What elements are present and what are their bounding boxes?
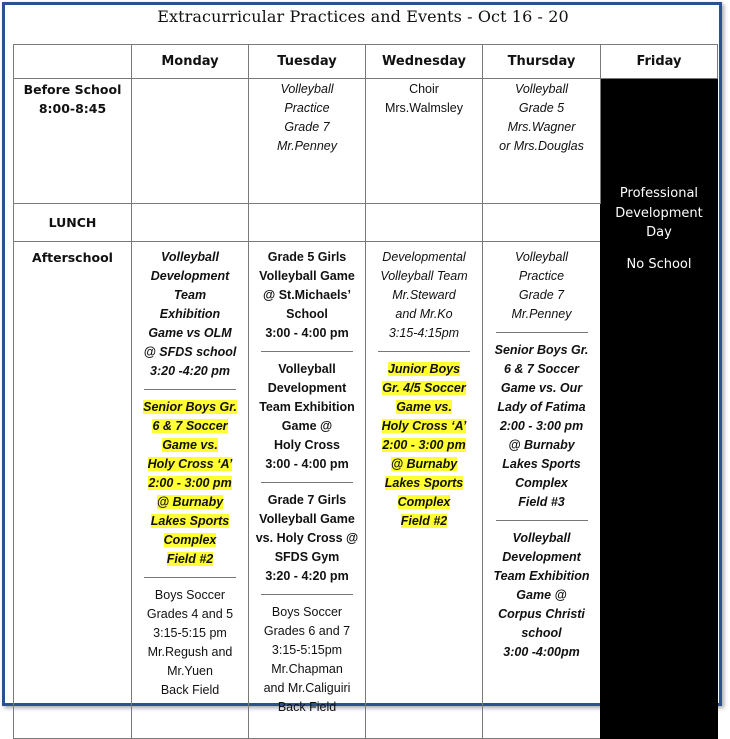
- event-after-tuesday-2: [253, 360, 361, 474]
- event-text-line: Holy Cross ‘A’: [147, 457, 233, 471]
- schedule-table: [13, 44, 718, 739]
- event-after-thursday-1: [487, 248, 596, 324]
- cell-before-thursday: [483, 79, 601, 204]
- event-text-line: 2:00 - 3:00 pm: [499, 419, 584, 433]
- event-before-thursday: [487, 80, 596, 156]
- event-after-wednesday-2-highlighted: [370, 360, 478, 531]
- event-text-line: Game vs. Our: [500, 381, 583, 395]
- event-divider: [261, 351, 353, 352]
- event-text-line: 3:15-4:15pm: [388, 326, 460, 340]
- event-text-line: Team Exhibition: [493, 569, 590, 583]
- event-before-tuesday: [253, 80, 361, 156]
- event-text-line: @ Burnaby: [508, 438, 575, 452]
- event-text-line: Boys Soccer: [154, 588, 226, 602]
- day-header-monday: Monday: [132, 45, 249, 79]
- cell-lunch-wednesday: [366, 204, 483, 242]
- event-after-monday-2-highlighted: [136, 398, 244, 569]
- event-divider: [496, 520, 588, 521]
- event-after-monday-1: [136, 248, 244, 381]
- cell-after-thursday: [483, 242, 601, 739]
- event-text-line: Volleyball Game: [259, 512, 355, 526]
- event-divider: [378, 351, 470, 352]
- event-text-line: School: [286, 307, 328, 321]
- event-text-line: Mr.Penney: [277, 139, 337, 153]
- event-text-line: @ St.Michaels’: [263, 288, 351, 302]
- event-text-line: Grade 5 Girls: [267, 250, 347, 264]
- event-text-line: Grade 7: [284, 120, 330, 134]
- event-text-line: Boys Soccer: [271, 605, 343, 619]
- cell-lunch-thursday: [483, 204, 601, 242]
- event-text-line: Complex: [515, 476, 568, 490]
- event-text-line: Grades 4 and 5: [146, 607, 234, 621]
- event-text-line: Grade 5: [518, 101, 565, 115]
- page-title: Extracurricular Practices and Events - Oct 16 - 20: [157, 7, 569, 26]
- event-text-line: Game @: [516, 588, 567, 602]
- event-text-line: @ SFDS school: [143, 345, 237, 359]
- event-text-line: 2:00 - 3:00 pm: [148, 476, 232, 490]
- cell-friday: [601, 79, 718, 739]
- event-text-line: Mr.Steward: [392, 288, 456, 302]
- event-text-line: Volleyball: [512, 531, 571, 545]
- cell-lunch-monday: [132, 204, 249, 242]
- row-label-afterschool: Afterschool: [14, 242, 132, 739]
- event-text-line: Holy Cross ‘A’: [381, 419, 467, 433]
- event-text-line: Professional: [619, 186, 699, 201]
- event-text-line: Grades 6 and 7: [263, 624, 351, 638]
- event-text-line: @ Burnaby: [156, 495, 224, 509]
- day-header-wednesday: Wednesday: [366, 45, 483, 79]
- event-text-line: Mr.Chapman: [271, 662, 343, 676]
- event-text-line: Practice: [518, 269, 565, 283]
- event-text-line: Corpus Christi: [498, 607, 585, 621]
- event-text-line: Game @: [281, 419, 333, 433]
- event-text-line: Development: [502, 550, 581, 564]
- event-text-line: Development: [267, 381, 347, 395]
- event-text-line: Field #3: [518, 495, 565, 509]
- event-text-line: 3:20 -4:20 pm: [150, 364, 230, 378]
- event-text-line: Practice: [284, 101, 330, 115]
- event-text-line: 3:00 - 4:00 pm: [265, 457, 349, 471]
- event-divider: [144, 389, 236, 390]
- event-text-line: Lakes Sports: [384, 476, 464, 490]
- event-text-line: Choir: [409, 82, 439, 96]
- day-header-friday: Friday: [601, 45, 718, 79]
- event-text-line: Day: [646, 225, 672, 240]
- event-text-line: Lakes Sports: [502, 457, 581, 471]
- event-after-monday-3: [136, 586, 244, 700]
- event-text-line: Development: [615, 205, 703, 221]
- event-text-line: Senior Boys Gr.: [494, 343, 589, 357]
- event-text-line: Holy Cross: [274, 438, 340, 452]
- event-text-line: 6 & 7 Soccer: [503, 362, 580, 376]
- event-text-line: Field #2: [166, 552, 214, 566]
- event-text-line: Field #2: [400, 514, 448, 528]
- event-text-line: Volleyball: [514, 82, 569, 96]
- row-label-before-school-time: 8:00-8:45: [38, 101, 107, 116]
- event-text-line: Volleyball: [278, 362, 336, 376]
- event-text-line: 2:00 - 3:00 pm: [382, 438, 466, 452]
- event-after-tuesday-4: [253, 603, 361, 717]
- event-text-line: and Mr.Caliguiri: [263, 681, 351, 695]
- event-after-thursday-2: [487, 341, 596, 512]
- cell-after-monday: [132, 242, 249, 739]
- event-text-line: SFDS Gym: [274, 550, 340, 564]
- event-text-line: Game vs.: [162, 438, 218, 452]
- cell-before-monday: [132, 79, 249, 204]
- event-text-line: Volleyball Game: [259, 269, 355, 283]
- event-after-tuesday-3: [253, 491, 361, 586]
- cell-before-tuesday: [249, 79, 366, 204]
- event-text-line: Developmental: [382, 250, 466, 264]
- row-label-lunch: LUNCH: [14, 204, 132, 242]
- event-text-line: Game vs.: [396, 400, 452, 414]
- event-text-line: @ Burnaby: [390, 457, 458, 471]
- event-text-line: 3:15-5:15 pm: [153, 626, 227, 640]
- event-text-line: 3:00 - 4:00 pm: [265, 326, 349, 340]
- event-text-line: Lady of Fatima: [497, 400, 586, 414]
- event-after-thursday-3: [487, 529, 596, 662]
- event-text-line: vs. Holy Cross @: [255, 531, 359, 545]
- event-after-tuesday-1: [253, 248, 361, 343]
- event-text-line: or Mrs.Douglas: [499, 139, 584, 153]
- event-text-line: Mrs.Walmsley: [384, 101, 463, 115]
- event-text-line: and Mr.Ko: [395, 307, 453, 321]
- event-text-line: Mr.Yuen: [167, 664, 213, 678]
- event-text-line: Lakes Sports: [150, 514, 230, 528]
- event-divider: [261, 482, 353, 483]
- event-text-line: Volleyball: [514, 250, 569, 264]
- event-text-line: Mrs.Wagner: [507, 120, 576, 134]
- day-header-thursday: Thursday: [483, 45, 601, 79]
- event-text-line: 6 & 7 Soccer: [152, 419, 228, 433]
- event-text-line: Complex: [397, 495, 451, 509]
- event-divider: [496, 332, 588, 333]
- event-text-line: Team Exhibition: [259, 400, 355, 414]
- event-text-line: Development: [150, 269, 230, 283]
- cell-after-tuesday: [249, 242, 366, 739]
- event-divider: [261, 594, 353, 595]
- event-text-line: 3:15-5:15pm: [271, 643, 343, 657]
- event-text-line: 3:00 -4:00pm: [503, 645, 580, 659]
- event-before-wednesday: [370, 80, 478, 118]
- event-text-line: Volleyball: [161, 250, 219, 264]
- friday-pd-day: [605, 184, 713, 243]
- event-divider: [144, 577, 236, 578]
- event-text-line: Mr.Regush and: [147, 645, 233, 659]
- event-text-line: Grade 7 Girls: [267, 493, 347, 507]
- event-text-line: Complex: [163, 533, 217, 547]
- event-text-line: 3:20 - 4:20 pm: [265, 569, 349, 583]
- event-text-line: Volleyball: [280, 82, 334, 96]
- before-school-row: [14, 79, 718, 204]
- event-text-line: Back Field: [277, 700, 337, 714]
- row-label-before-school-title: Before School: [23, 82, 122, 97]
- cell-lunch-tuesday: [249, 204, 366, 242]
- event-after-wednesday-1: [370, 248, 478, 343]
- event-text-line: Back Field: [160, 683, 220, 697]
- event-text-line: Exhibition: [159, 307, 221, 321]
- event-text-line: Mr.Penney: [511, 307, 572, 321]
- event-text-line: Junior Boys: [387, 362, 461, 376]
- event-text-line: Volleyball Team: [380, 269, 468, 283]
- event-text-line: Gr. 4/5 Soccer: [382, 381, 466, 395]
- event-text-line: Senior Boys Gr.: [143, 400, 237, 414]
- friday-no-school: No School: [626, 257, 692, 272]
- cell-before-wednesday: [366, 79, 483, 204]
- cell-after-wednesday: [366, 242, 483, 739]
- event-text-line: school: [521, 626, 562, 640]
- row-label-before-school: [14, 79, 132, 204]
- event-text-line: Game vs OLM: [148, 326, 232, 340]
- event-text-line: Grade 7: [518, 288, 565, 302]
- header-row: [14, 45, 718, 79]
- day-header-tuesday: Tuesday: [249, 45, 366, 79]
- corner-cell: [14, 45, 132, 79]
- event-text-line: Team: [173, 288, 207, 302]
